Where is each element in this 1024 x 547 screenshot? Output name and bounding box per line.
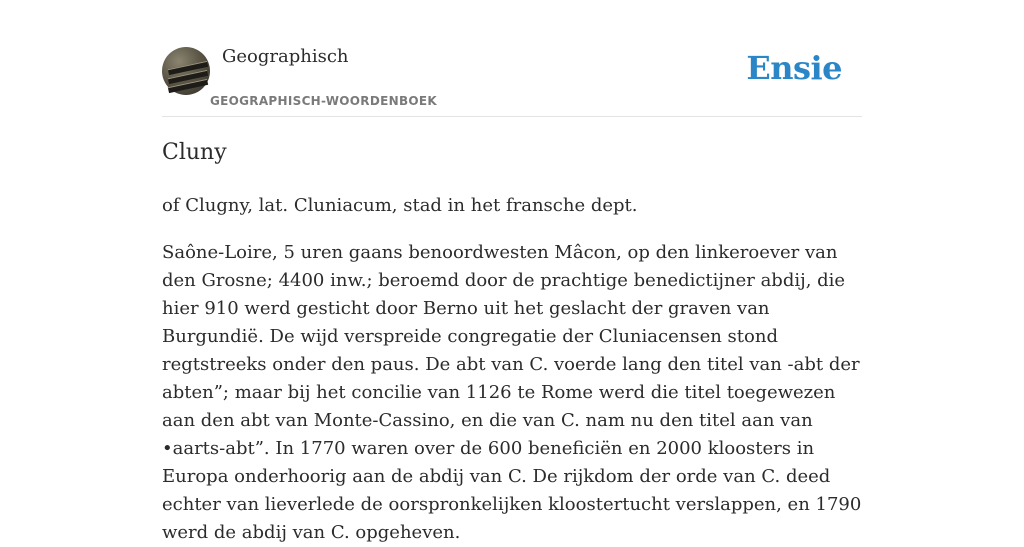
collection-slug-link[interactable]: GEOGRAPHISCH-WOORDENBOEK: [210, 94, 437, 108]
entry-paragraph: Saône-Loire, 5 uren gaans benoordwesten Mâcon, op den linkeroever van den Grosne; 4400 inw.; beroemd door de prachtige benedictijner abdij, die hier 910 werd gesticht door Berno uit het geslacht der graven van Burgundië. De wijd verspreide congregatie der Cluniacensen stond regtstreeks onder den paus. De abt van C. voerde lang den titel van -abt der abten”; maar bij het concilie van 1126 te Rome werd die titel toegewezen aan den abt van Monte-Cassino, en die van C. nam nu den titel aan van •aarts-abt”. In 1770 waren over de 600 beneficiën en 2000 kloosters in Europa onderhoorig aan de abdij van C. De rijkdom der orde van C. deed echter van lieverlede de oorspronkelijken kloostertucht verslappen, en 1790 werd de abdij van C. opgeheven.: [162, 242, 862, 543]
brand-logo-link[interactable]: Ensie: [746, 49, 842, 87]
collection-name-link[interactable]: Geographisch: [222, 46, 349, 67]
header: [162, 0, 862, 117]
entry-paragraph: of Clugny, lat. Cluniacum, stad in het fransche dept.: [162, 195, 638, 216]
entry-title: Cluny: [162, 140, 227, 165]
page: [162, 0, 862, 543]
collection-avatar[interactable]: [162, 47, 210, 95]
